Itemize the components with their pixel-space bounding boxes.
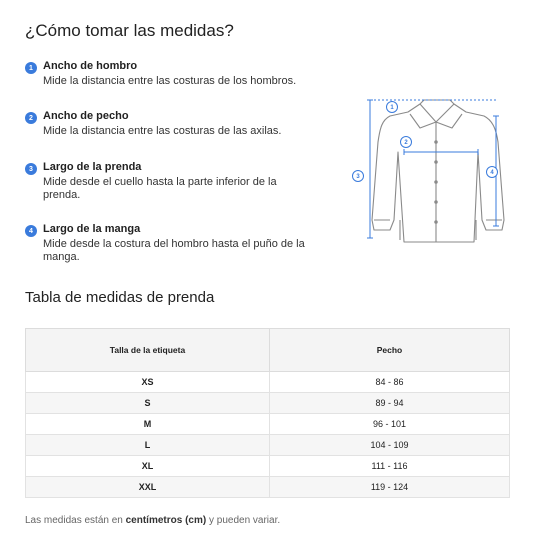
step-description: Mide la distancia entre las costuras de las axilas.	[43, 125, 282, 137]
size-chart-table	[25, 328, 510, 498]
footnote-units: centímetros (cm)	[125, 515, 207, 526]
chest-cell: 84 - 86	[270, 372, 510, 393]
table-row	[26, 414, 510, 435]
diagram-marker-4: 4	[490, 170, 494, 177]
column-header-chest: Pecho	[270, 329, 510, 372]
chest-cell: 111 - 116	[270, 456, 510, 477]
units-footnote	[25, 515, 280, 526]
table-row	[26, 435, 510, 456]
step-number-badge: 1	[25, 62, 37, 74]
chest-cell: 104 - 109	[270, 435, 510, 456]
table-row	[26, 456, 510, 477]
size-cell: XS	[26, 372, 270, 393]
step-description: Mide desde el cuello hasta la parte inferior de la prenda.	[43, 176, 277, 201]
size-cell: M	[26, 414, 270, 435]
chest-cell: 119 - 124	[270, 477, 510, 498]
step-number-badge: 3	[25, 163, 37, 175]
table-header-row	[26, 329, 510, 372]
column-header-size: Talla de la etiqueta	[26, 329, 270, 372]
footnote-text: Las medidas están en	[25, 515, 126, 526]
step-description: Mide desde la costura del hombro hasta el puño de la manga.	[43, 238, 305, 263]
shirt-icon	[372, 100, 504, 242]
size-cell: XXL	[26, 477, 270, 498]
step-title: Ancho de hombro	[43, 60, 138, 72]
step-title: Largo de la manga	[43, 223, 141, 235]
size-cell: S	[26, 393, 270, 414]
diagram-marker-2: 2	[404, 140, 408, 147]
table-title: Tabla de medidas de prenda	[25, 289, 215, 306]
step-number-badge: 4	[25, 225, 37, 237]
step-title: Largo de la prenda	[43, 161, 142, 173]
footnote-text-end: y pueden variar.	[206, 515, 281, 526]
chest-cell: 96 - 101	[270, 414, 510, 435]
diagram-marker-3: 3	[356, 174, 360, 181]
size-cell: XL	[26, 456, 270, 477]
step-description: Mide la distancia entre las costuras de los hombros.	[43, 75, 297, 87]
step-title: Ancho de pecho	[43, 110, 129, 122]
table-row	[26, 372, 510, 393]
step-number-badge: 2	[25, 112, 37, 124]
page-title: ¿Cómo tomar las medidas?	[25, 21, 234, 40]
chest-cell: 89 - 94	[270, 393, 510, 414]
table-row	[26, 477, 510, 498]
diagram-marker-1: 1	[390, 105, 394, 112]
size-cell: L	[26, 435, 270, 456]
shirt-measurement-diagram	[350, 92, 505, 247]
table-row	[26, 393, 510, 414]
